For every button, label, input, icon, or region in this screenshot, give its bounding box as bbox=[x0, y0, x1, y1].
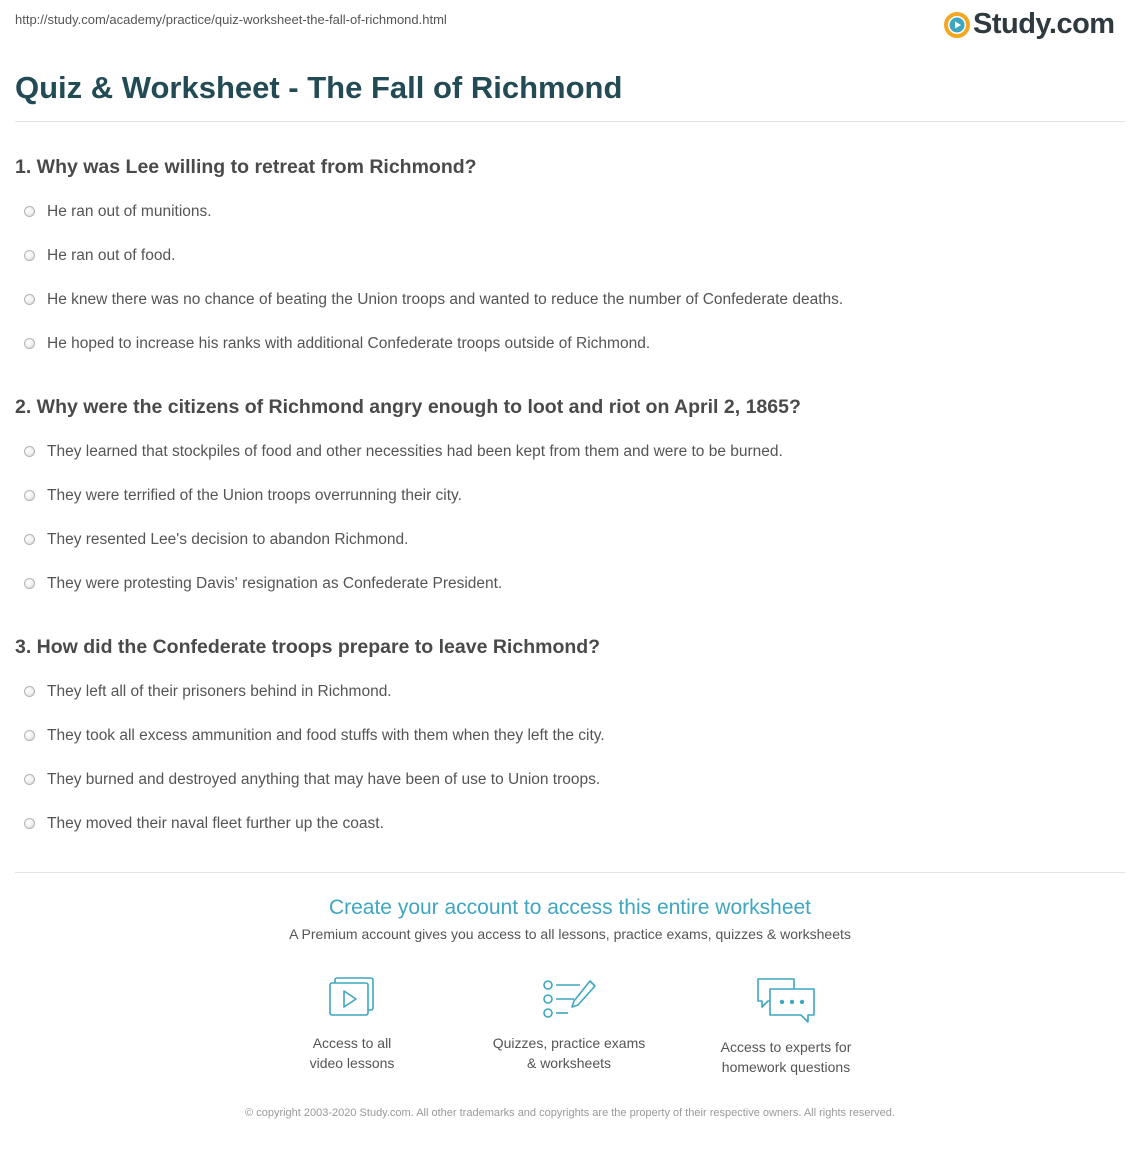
answer-option[interactable] bbox=[15, 322, 1125, 366]
answer-option[interactable] bbox=[15, 474, 1125, 518]
question-2 bbox=[15, 395, 1125, 606]
quiz-checklist-icon bbox=[540, 975, 598, 1023]
answer-label: They left all of their prisoners behind in Richmond. bbox=[47, 683, 392, 700]
answer-option[interactable] bbox=[15, 670, 1125, 714]
answer-label: They were terrified of the Union troops overrunning their city. bbox=[47, 487, 462, 504]
radio-button[interactable] bbox=[24, 490, 35, 501]
feature-label: Access to experts for homework questions bbox=[720, 1039, 852, 1075]
radio-button[interactable] bbox=[24, 250, 35, 261]
answer-option[interactable] bbox=[15, 430, 1125, 474]
cta-subtitle: A Premium account gives you access to all lessons, practice exams, quizzes & worksheets bbox=[289, 926, 851, 942]
answer-label: He ran out of munitions. bbox=[47, 203, 212, 220]
answer-option[interactable] bbox=[15, 758, 1125, 802]
answer-option[interactable] bbox=[15, 802, 1125, 846]
answer-option[interactable] bbox=[15, 714, 1125, 758]
answer-label: They moved their naval fleet further up the coast. bbox=[47, 815, 384, 832]
logo-text: Study.com bbox=[973, 8, 1115, 40]
radio-button[interactable] bbox=[24, 338, 35, 349]
top-bar bbox=[0, 0, 1140, 48]
answer-label: They were protesting Davis' resignation as Confederate President. bbox=[47, 575, 503, 592]
answer-label: They resented Lee's decision to abandon Richmond. bbox=[47, 531, 409, 548]
question-text: 2. Why were the citizens of Richmond angry enough to loot and riot on April 2, 1865? bbox=[15, 396, 801, 418]
answer-option[interactable] bbox=[15, 190, 1125, 234]
page-url: http://study.com/academy/practice/quiz-worksheet-the-fall-of-richmond.html bbox=[15, 12, 447, 27]
divider bbox=[15, 872, 1125, 873]
feature-label: Quizzes, practice exams & worksheets bbox=[492, 1035, 646, 1071]
answer-label: He ran out of food. bbox=[47, 247, 176, 264]
feature-video-lessons bbox=[262, 975, 442, 1073]
radio-button[interactable] bbox=[24, 534, 35, 545]
answer-options bbox=[15, 670, 1125, 846]
video-lessons-icon bbox=[326, 975, 378, 1023]
radio-button[interactable] bbox=[24, 686, 35, 697]
answer-label: He hoped to increase his ranks with additional Confederate troops outside of Richmond. bbox=[47, 335, 651, 352]
radio-button[interactable] bbox=[24, 206, 35, 217]
study-logo[interactable] bbox=[944, 8, 1115, 41]
radio-button[interactable] bbox=[24, 446, 35, 457]
question-text: 3. How did the Confederate troops prepare to leave Richmond? bbox=[15, 636, 601, 658]
answer-label: He knew there was no chance of beating the Union troops and wanted to reduce the number of Confederate deaths. bbox=[47, 291, 844, 308]
question-3 bbox=[15, 635, 1125, 846]
question-text: 1. Why was Lee willing to retreat from Richmond? bbox=[15, 156, 477, 178]
answer-options bbox=[15, 430, 1125, 606]
copyright-footer: © copyright 2003-2020 Study.com. All other trademarks and copyrights are the property of their respective owners. All rights reserved. bbox=[245, 1107, 895, 1119]
radio-button[interactable] bbox=[24, 774, 35, 785]
question-1 bbox=[15, 155, 1125, 366]
create-account-link[interactable]: Create your account to access this entire worksheet bbox=[328, 896, 812, 919]
answer-option[interactable] bbox=[15, 234, 1125, 278]
answer-option[interactable] bbox=[15, 278, 1125, 322]
feature-experts bbox=[696, 975, 876, 1077]
radio-button[interactable] bbox=[24, 294, 35, 305]
answer-label: They took all excess ammunition and food stuffs with them when they left the city. bbox=[47, 727, 605, 744]
chat-bubbles-icon bbox=[754, 975, 818, 1027]
play-circle-icon bbox=[944, 12, 970, 38]
feature-quizzes bbox=[479, 975, 659, 1073]
radio-button[interactable] bbox=[24, 730, 35, 741]
answer-options bbox=[15, 190, 1125, 366]
feature-label: Access to all video lessons bbox=[309, 1035, 395, 1071]
answer-label: They burned and destroyed anything that may have been of use to Union troops. bbox=[47, 771, 601, 788]
radio-button[interactable] bbox=[24, 818, 35, 829]
answer-option[interactable] bbox=[15, 518, 1125, 562]
answer-option[interactable] bbox=[15, 562, 1125, 606]
answer-label: They learned that stockpiles of food and other necessities had been kept from them and were to be burned. bbox=[47, 443, 783, 460]
radio-button[interactable] bbox=[24, 578, 35, 589]
page-title: Quiz & Worksheet - The Fall of Richmond bbox=[15, 70, 623, 105]
divider bbox=[15, 121, 1125, 122]
